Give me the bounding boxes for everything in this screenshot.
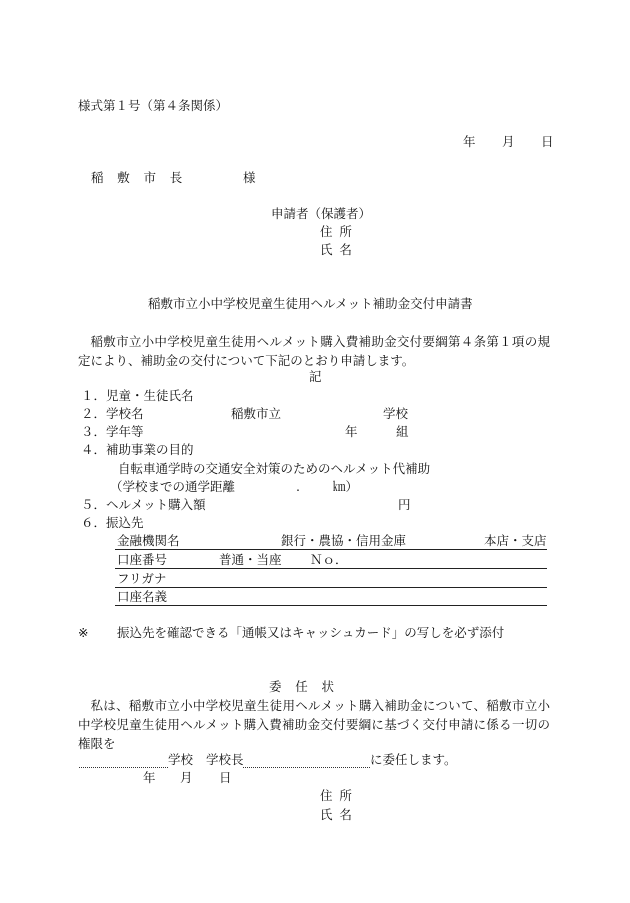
school-name-dotted-line (79, 767, 168, 768)
furigana-underline (115, 587, 547, 588)
note-mark: ※ (78, 625, 89, 640)
delegation-name-label: 氏名 (320, 807, 359, 822)
delegation-delegate-text: に委任します。 (370, 752, 457, 767)
account-number-underline (115, 568, 547, 569)
commute-distance-label: （学校までの通学距離 (110, 479, 236, 494)
item-purpose: ４．補助事業の目的 (81, 442, 194, 457)
form-number: 様式第１号（第４条関係） (78, 98, 229, 113)
delegation-principal-label: 学校長 (206, 752, 244, 767)
account-holder-label: 口座名義 (117, 589, 168, 604)
delegation-year-label: 年 (143, 770, 156, 785)
account-types: 普通・当座 (219, 552, 282, 567)
date-year-label: 年 (463, 134, 476, 149)
bank-institution-underline (115, 549, 547, 550)
item-student-name: １．児童・生徒氏名 (81, 388, 194, 403)
delegation-paragraph: 私は、稲敷市立小中学校児童生徒用ヘルメット購入補助金について、稲敷市立小中学校児童生徒用ヘルメット購入費補助金交付要綱に基づく交付申請に係る一切の権限を (78, 698, 550, 751)
date-day-label: 日 (541, 134, 554, 149)
applicant-label: 申請者（保護者） (271, 206, 372, 221)
delegation-title: 委任状 (269, 679, 348, 694)
purpose-text: 自転車通学時の交通安全対策のためのヘルメット代補助 (118, 461, 431, 476)
school-suffix-label: 学校 (383, 406, 409, 421)
account-holder-underline (115, 605, 547, 606)
intro-paragraph: 稲敷市立小中学校児童生徒用ヘルメット購入費補助金交付要綱第４条第１項の規定により、補助金の交付について下記のとおり申請します。 (78, 334, 550, 368)
delegation-day-label: 日 (219, 770, 232, 785)
account-number-label: 口座番号 (117, 552, 168, 567)
addressee-honorific: 様 (243, 170, 256, 185)
principal-name-dotted-line (243, 767, 370, 768)
delegation-school-label: 学校 (168, 752, 194, 767)
item-bank-transfer: ６．振込先 (81, 515, 144, 530)
document-title: 稲敷市立小中学校児童生徒用ヘルメット補助金交付申請書 (148, 296, 473, 311)
item-grade: ３．学年等 (81, 424, 144, 439)
item-purchase-amount: ５．ヘルメット購入額 (81, 497, 206, 512)
account-no-label: Ｎｏ． (310, 552, 348, 567)
distance-unit: ㎞） (333, 479, 359, 494)
applicant-address-label: 住所 (320, 224, 359, 239)
bank-institution-types: 銀行・農協・信用金庫 (281, 533, 407, 548)
school-city-label: 稲敷市立 (231, 406, 282, 421)
delegation-address-label: 住所 (320, 788, 359, 803)
yen-label: 円 (398, 497, 411, 512)
ki-label: 記 (309, 369, 322, 384)
item-school-name: ２．学校名 (81, 406, 144, 421)
furigana-label: フリガナ (117, 571, 167, 586)
grade-year-label: 年 (345, 424, 358, 439)
bank-institution-label: 金融機関名 (117, 533, 180, 548)
grade-class-label: 組 (396, 424, 409, 439)
date-month-label: 月 (502, 134, 515, 149)
attachment-note: 振込先を確認できる「通帳又はキャッシュカード」の写しを必ず添付 (117, 625, 505, 640)
delegation-month-label: 月 (180, 770, 193, 785)
bank-branch-types: 本店・支店 (484, 533, 547, 548)
applicant-name-label: 氏名 (320, 242, 359, 257)
distance-decimal-point: . (296, 479, 300, 494)
addressee-name: 稲敷市長 (91, 170, 197, 185)
